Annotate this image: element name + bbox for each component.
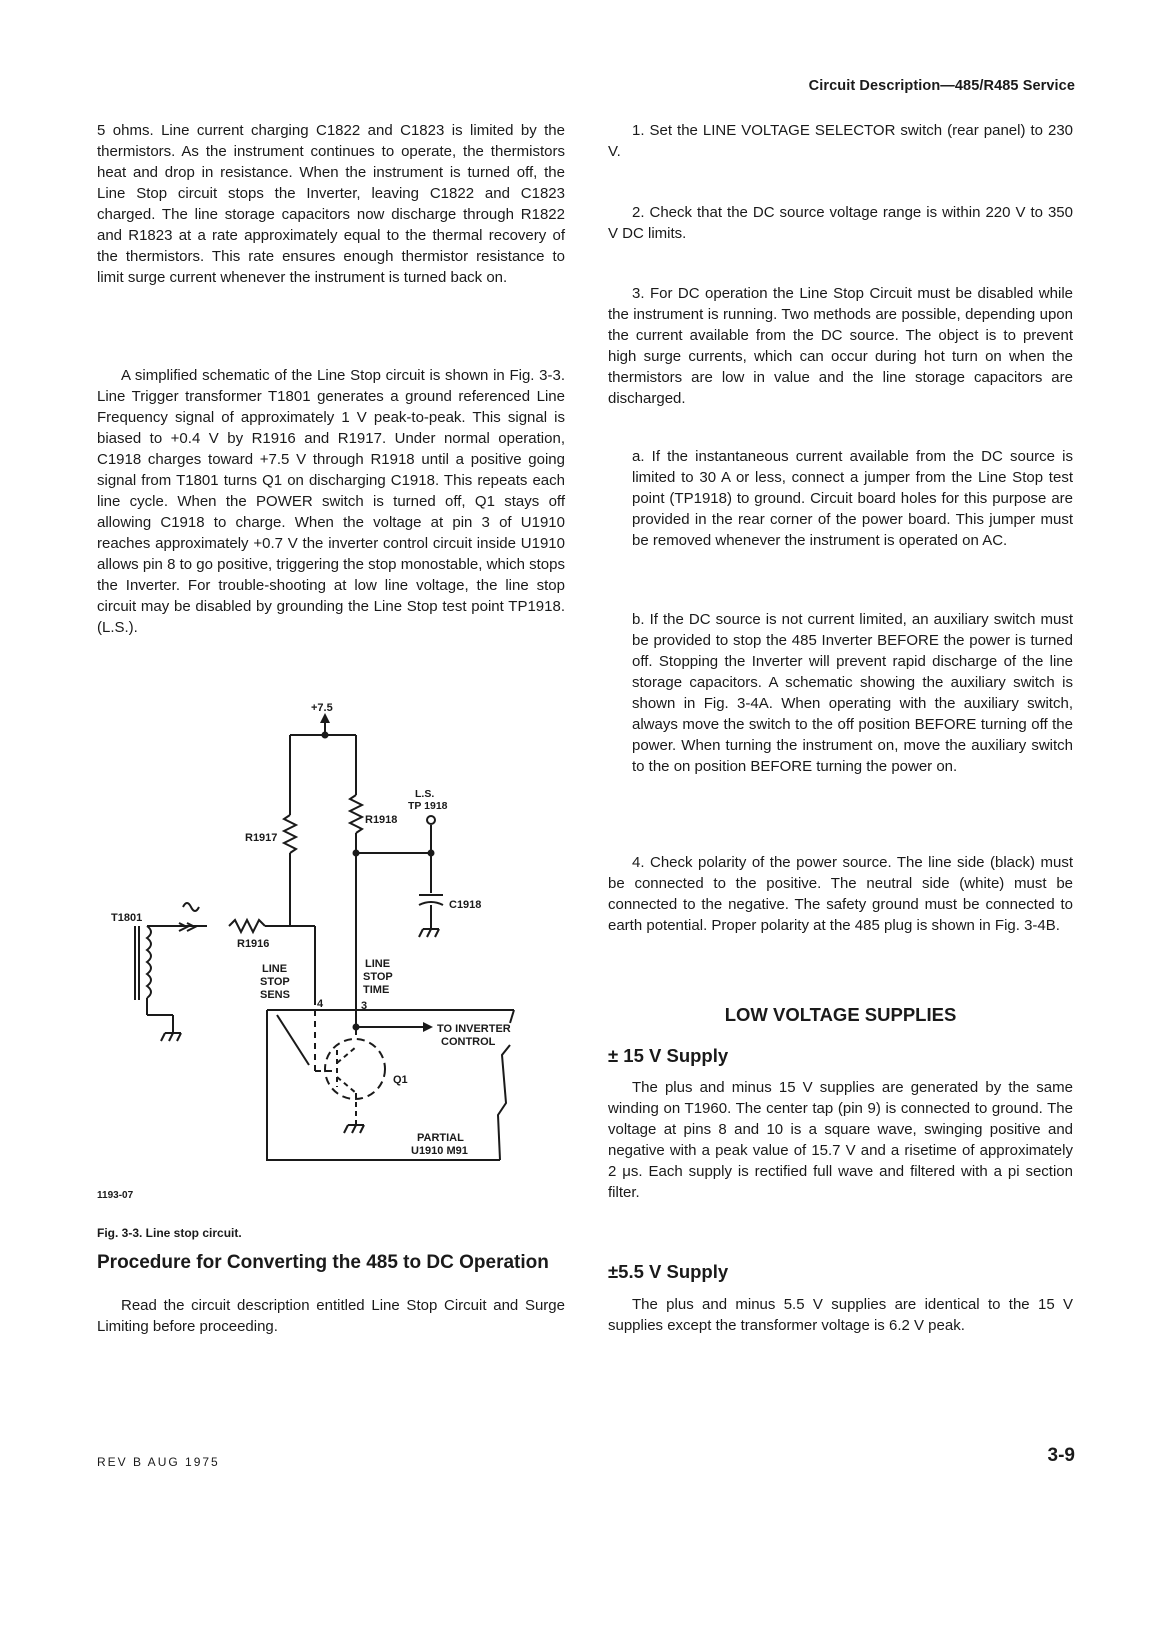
supply-15v-text: The plus and minus 15 V supplies are generated by the same winding on T1960. The center tap (pin 9) is connected to ground. The voltage at pins 8 and 10 is a square wave, swinging positive and negative with a peak value of 15.7 V and a risetime of approximately 2 μs. Each supply is rectified full wave and filtered with a pi section filter. bbox=[608, 1079, 1073, 1201]
tp-ls-label: L.S. bbox=[415, 788, 435, 800]
sens-label-1: LINE bbox=[262, 963, 288, 975]
line-stop-schematic bbox=[97, 702, 567, 1215]
sens-label-2: STOP bbox=[260, 976, 290, 988]
supply-5v-text: The plus and minus 5.5 V supplies are identical to the 15 V supplies except the transformer voltage is 6.2 V peak. bbox=[608, 1296, 1073, 1334]
u1910-label: U1910 M91 bbox=[411, 1145, 468, 1157]
tp-number-label: TP 1918 bbox=[408, 800, 448, 812]
step-3: 3. For DC operation the Line Stop Circuit must be disabled while the instrument is running. Two methods are possible, depending upon the current available from the DC source. The object is to prevent high surge currents, which can occur during hot turn on when the thermistors are low in value and the line storage capacitors are discharged. bbox=[608, 285, 1073, 407]
inverter-label-2: CONTROL bbox=[441, 1036, 496, 1048]
partial-label: PARTIAL bbox=[417, 1132, 464, 1144]
pin3-label: 3 bbox=[361, 1000, 368, 1012]
figure-id: 1193-07 bbox=[97, 1190, 134, 1201]
c1918-label: C1918 bbox=[449, 899, 482, 911]
procedure-heading: Procedure for Converting the 485 to DC Operation bbox=[97, 1252, 549, 1273]
inverter-label-1: TO INVERTER bbox=[437, 1023, 511, 1035]
step-3b: b. If the DC source is not current limited, an auxiliary switch must be provided to stop the 485 Inverter BEFORE the power is turned off. Stopping the Inverter will prevent rapid discharge of the line storage capacitors. A schematic showing the auxiliary switch is shown in Fig. 3-4A. When operating with the auxiliary switch, always move the switch to the off position BEFORE turning off the power. When turning the instrument on, move the auxiliary switch to the on position BEFORE turning the power on. bbox=[632, 611, 1073, 775]
r1918-label: R1918 bbox=[365, 814, 398, 826]
step-2: 2. Check that the DC source voltage range is within 220 V to 350 V DC limits. bbox=[608, 204, 1073, 242]
left-paragraph-1: 5 ohms. Line current charging C1822 and C1823 is limited by the thermistors. As the instrument continues to operate, the thermistors heat and drop in resistance. When the instrument is turned off, the Line Stop circuit stops the Inverter, leaving C1822 and C1823 charged. The line storage capacitors now discharge through R1822 and R1823 at a rate approximately equal to the thermal recovery of the thermistors. This rate ensures enough thermistor resistance to limit surge current whenever the instrument is turned back on. bbox=[97, 122, 565, 286]
supply-15v-heading: ± 15 V Supply bbox=[608, 1045, 729, 1066]
t1801-label: T1801 bbox=[111, 912, 143, 924]
left-paragraph-2: A simplified schematic of the Line Stop circuit is shown in Fig. 3-3. Line Trigger transformer T1801 generates a ground referenced Line Frequency signal of approximately 1 V peak-to-peak. This signal is biased to +0.4 V by R1916 and R1917. Under normal operation, C1918 charges toward +7.5 V through R1918 until a positive going signal from T1801 turns Q1 on discharging C1918. This repeats each line cycle. When the POWER switch is turned off, Q1 stays off allowing C1918 to charge. When the voltage at pin 3 of U1910 reaches approximately +0.7 V the inverter control circuit inside U1910 allows pin 8 to go positive, triggering the stop monostable, which stops the Inverter. For trouble-shooting at low line voltage, the line stop circuit may be disabled by grounding the Line Stop test point TP1918. (L.S.). bbox=[97, 367, 565, 636]
step-1: 1. Set the LINE VOLTAGE SELECTOR switch (rear panel) to 230 V. bbox=[608, 122, 1073, 160]
sens-label-3: SENS bbox=[260, 989, 290, 1001]
low-voltage-heading: LOW VOLTAGE SUPPLIES bbox=[724, 1004, 957, 1025]
q1-label: Q1 bbox=[393, 1074, 408, 1086]
time-label-2: STOP bbox=[363, 971, 393, 983]
time-label-1: LINE bbox=[365, 958, 391, 970]
step-3a: a. If the instantaneous current available from the DC source is limited to 30 A or less, connect a jumper from the Line Stop test point (TP1918) to ground. Circuit board holes for this purpose are provided in the rear corner of the power board. This jumper must be removed whenever the instrument is operated on AC. bbox=[632, 448, 1073, 549]
page-number: 3-9 bbox=[1047, 1445, 1075, 1466]
step-4: 4. Check polarity of the power source. The line side (black) must be connected to the positive. The neutral side (white) must be connected to the negative. The safety ground must be connected to earth potential. Proper polarity at the 485 plug is shown in Fig. 3-4B. bbox=[608, 854, 1073, 934]
r1916-label: R1916 bbox=[237, 938, 270, 950]
revision-footer: REV B AUG 1975 bbox=[97, 1455, 220, 1469]
r1917-label: R1917 bbox=[245, 832, 278, 844]
procedure-intro: Read the circuit description entitled Line Stop Circuit and Surge Limiting before proceeding. bbox=[97, 1297, 565, 1335]
supply-label: +7.5 bbox=[311, 702, 333, 714]
running-header: Circuit Description—485/R485 Service bbox=[808, 78, 1075, 94]
figure-caption: Fig. 3-3. Line stop circuit. bbox=[97, 1226, 242, 1240]
pin4-label: 4 bbox=[317, 998, 324, 1010]
supply-5v-heading: ±5.5 V Supply bbox=[608, 1261, 729, 1282]
time-label-3: TIME bbox=[363, 984, 390, 996]
